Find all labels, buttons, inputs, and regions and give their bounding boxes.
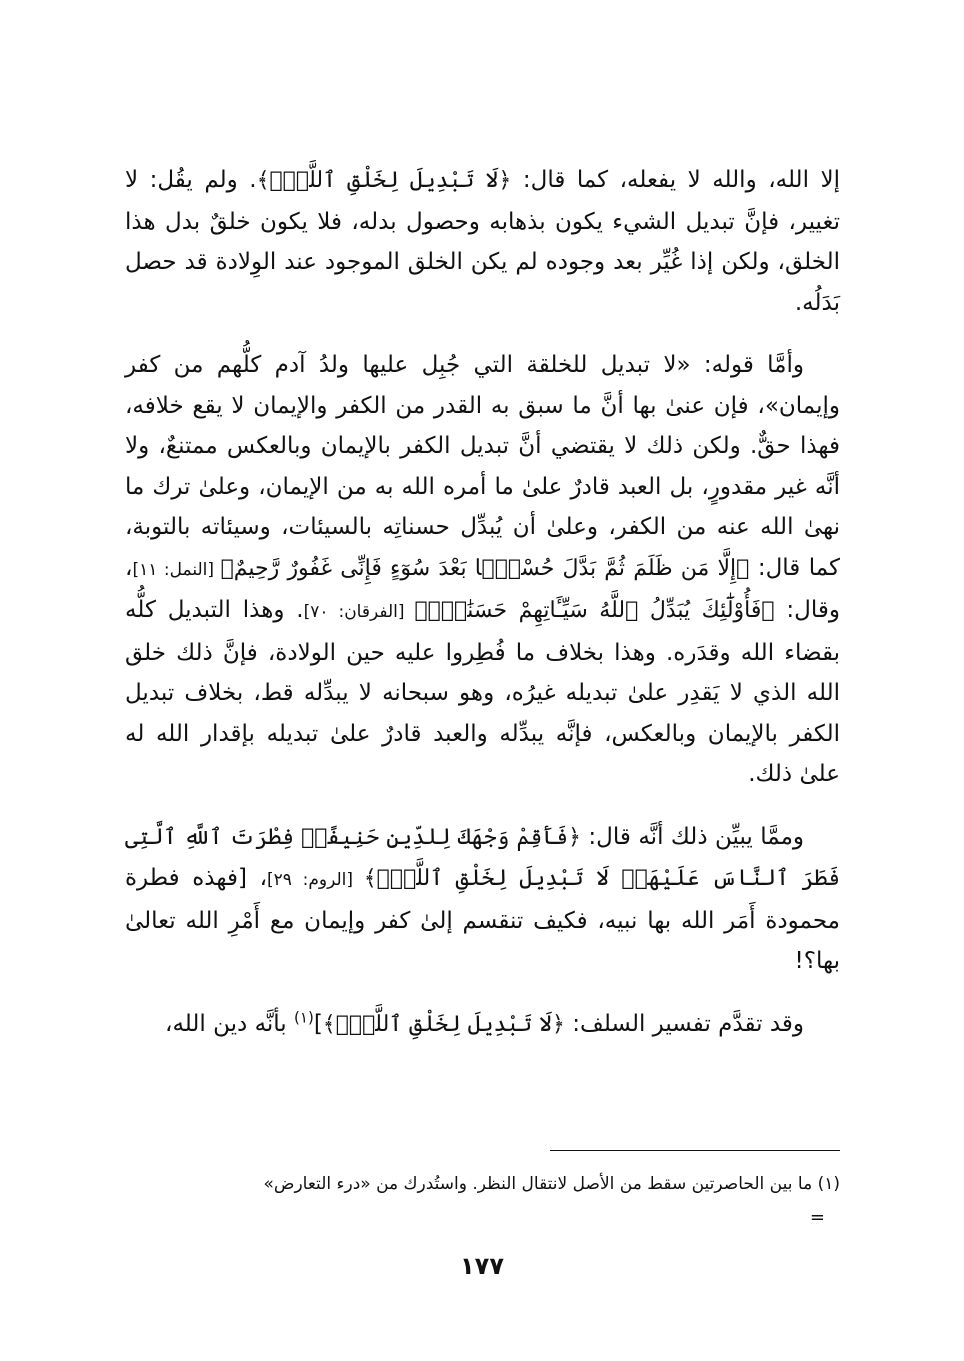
quran-verse-naml-11: ﴿إِلَّا مَن ظَلَمَ ثُمَّ بَدَّلَ حُسْنًۢا بَعْدَ سُوٓءٍ فَإِنِّى غَفُورٌ رَّحِيمٌ﴾	[220, 555, 750, 581]
paragraph-3-text-a: وممَّا يبيِّن ذلك أنَّه قال:	[580, 823, 804, 850]
main-text	[125, 160, 840, 1067]
paragraph-1-text-a: إلا الله، والله لا يفعله، كما قال:	[511, 167, 840, 193]
paragraph-2-text-c: . وهذا التبديل كلُّه بقضاء الله وقدَره. وهذا بخلاف ما فُطِروا عليه حين الولادة، فإنَّ ذلك خلق الله الذي لا يَقدِر علىٰ تبديله غيرُه، وهو سبحانه لا يبدِّله قط، بخلاف تبديل الكفر بالإيمان وبالعكس، فإنَّه يبدِّله والعبد قادرٌ علىٰ تبديله بإقدار الله له علىٰ ذلك.	[125, 597, 840, 787]
page-number: ١٧٧	[460, 1252, 504, 1280]
citation-naml: [النمل: ١١]	[132, 559, 221, 580]
paragraph-2-text-b: ، وقال:	[125, 554, 840, 623]
quran-verse-rum-30-full: ﴿فَأَقِمْ وَجْهَكَ لِلدِّينِ حَنِيفًاۚ فِطْرَتَ ٱللَّهِ ٱلَّتِى فَطَرَ ٱلنَّاسَ عَلَيْهَاۚ لَا تَبْدِيلَ لِخَلْقِ ٱللَّهِۚ﴾	[125, 824, 840, 891]
citation-furqan: [الفرقان: ٧٠]	[303, 602, 415, 622]
paragraph-4-bracket: ]	[313, 1010, 323, 1037]
quran-verse-rum-30: ﴿لَا تَبْدِيلَ لِخَلْقِ ٱللَّهِۚ﴾	[256, 168, 512, 193]
paragraph-4-text-b: بأنَّه دين الله،	[165, 1010, 295, 1037]
paragraph-2	[125, 345, 840, 795]
footnote-1: (١) ما بين الحاصرتين سقط من الأصل لانتقال النظر. واستُدرك من «درء التعارض»	[263, 1174, 840, 1194]
quran-verse-furqan-70: ﴿فَأُوْلَٰٓئِكَ يُبَدِّلُ ٱللَّهُ سَيِّـَٔاتِهِمْ حَسَنَٰتٍۗ﴾	[414, 598, 775, 623]
citation-rum: [الروم: ٢٩]	[267, 870, 364, 890]
paragraph-3-text-b: ، [فهذه فطرة محمودة أَمَر الله بها نبيه، فكيف تنقسم إلىٰ كفر وإيمان مع أَمْرِ الله تعالىٰ بها؟!	[125, 865, 840, 974]
paragraph-4-text-a: وقد تقدَّم تفسير السلف:	[564, 1010, 804, 1037]
paragraph-1-text-b: . ولم يقُل: لا تغيير، فإنَّ تبديل الشيء يكون بذهابه وحصول بدله، فلا يكون خلقٌ بدل هذا الخلق، ولكن إذا غُيِّر بعد وجوده لم يكن الخلق الموجود عند الوِلادة قد حصل بَدَلُه.	[125, 167, 840, 316]
footnote-continuation-mark: =	[809, 1207, 825, 1228]
footnote-separator	[550, 1150, 840, 1151]
paragraph-3	[125, 817, 840, 982]
footnote-reference[interactable]: (١)	[294, 1007, 314, 1026]
paragraph-2-text-a: وأمَّا قوله: «لا تبديل للخلقة التي جُبِل عليها ولدُ آدم كلُّهم من كفر وإيمان»، فإن عنىٰ بها أنَّ ما سبق به القدر من الكفر والإيمان لا يقع خلافه، فهذا حقٌّ. ولكن ذلك لا يقتضي أنَّ تبديل الكفر بالإيمان وبالعكس ممتنعٌ، ولا أنَّه غير مقدورٍ، بل العبد قادرٌ علىٰ ما أمره الله به من الإيمان، وعلىٰ ترك ما نهىٰ الله عنه من الكفر، وعلىٰ أن يُبدِّل حسناتِه بالسيئات، وسيئاته بالتوبة، كما قال:	[125, 352, 841, 581]
paragraph-1	[125, 160, 840, 323]
paragraph-4	[125, 1004, 840, 1046]
quran-verse-rum-30-short: ﴿لَا تَبْدِيلَ لِخَلْقِ ٱللَّهِۚ﴾	[322, 1011, 565, 1037]
